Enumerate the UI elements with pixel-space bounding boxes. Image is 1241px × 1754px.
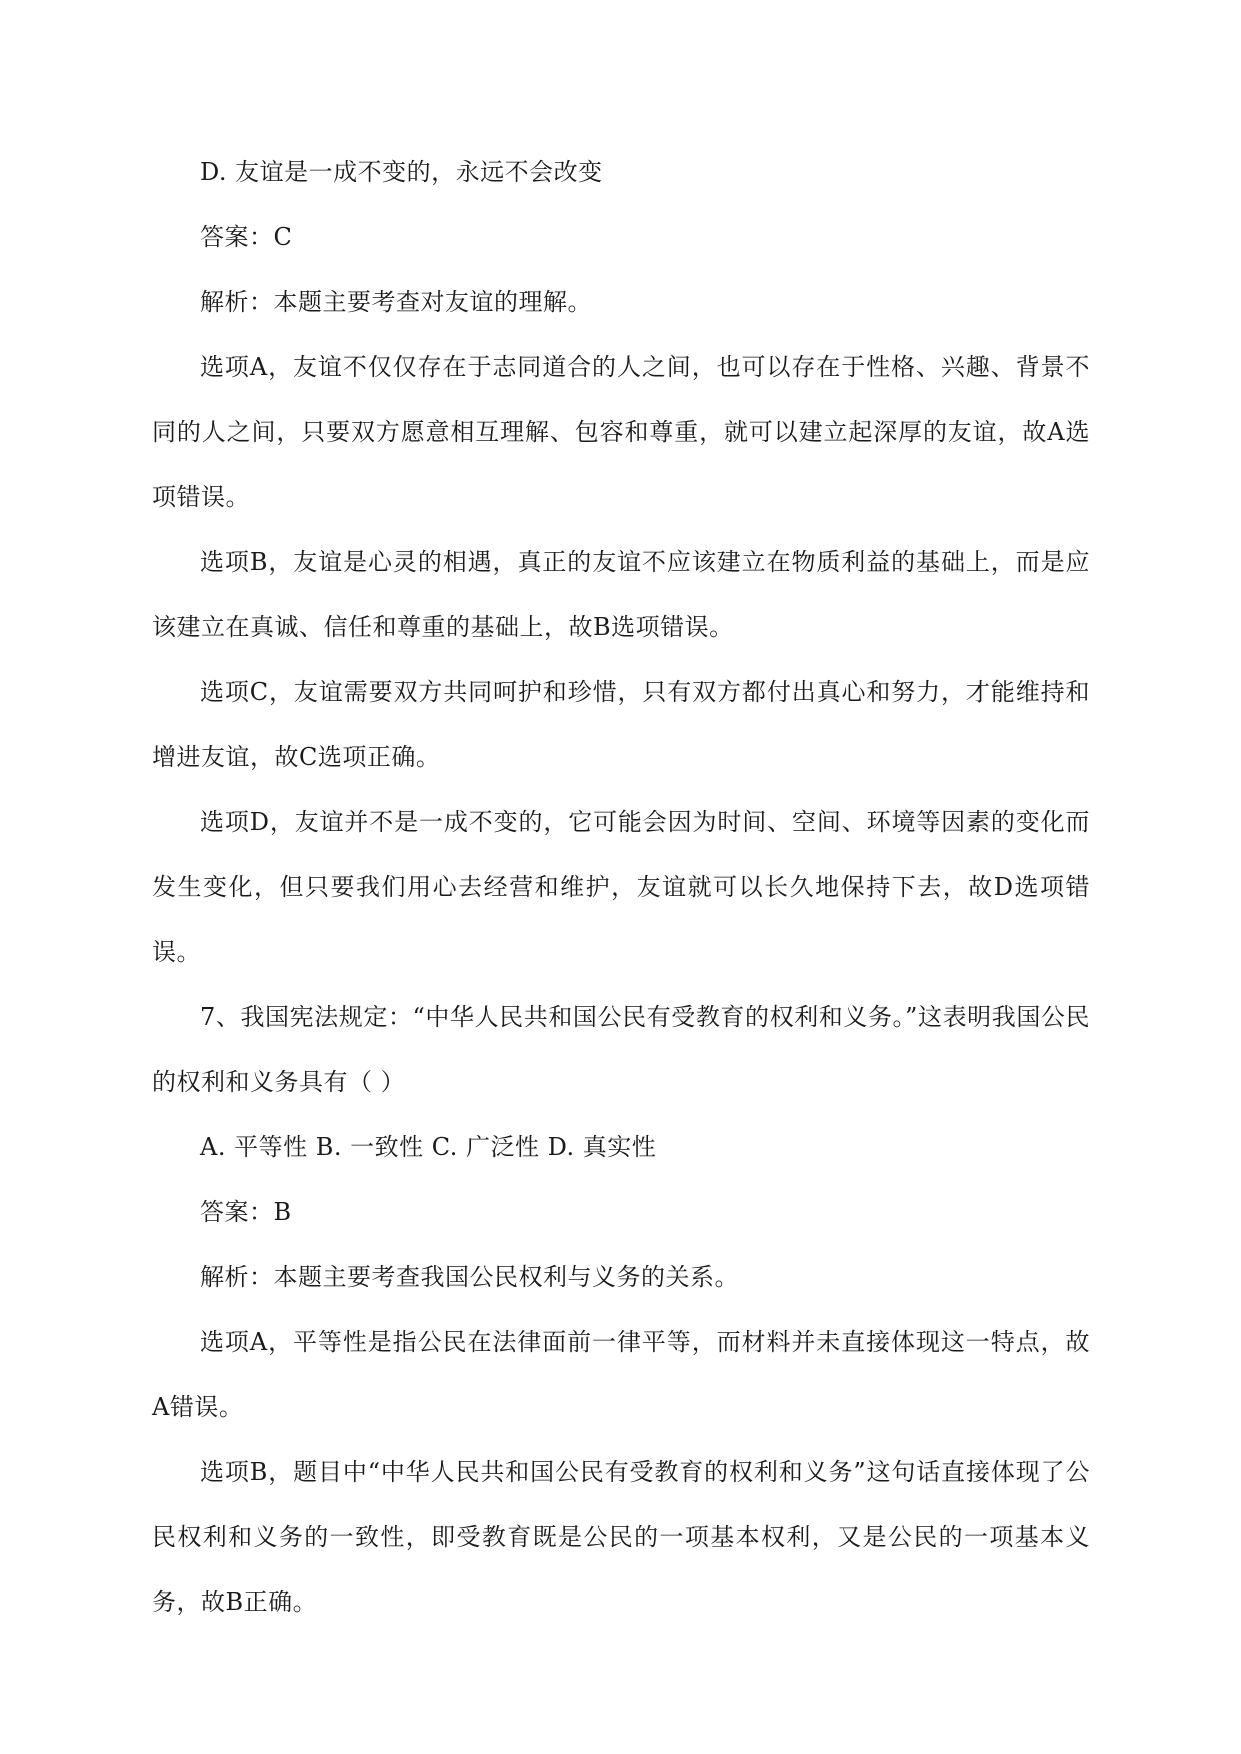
analysis-option-b: 选项B，友谊是心灵的相遇，真正的友谊不应该建立在物质利益的基础上，而是应该建立在真诚、信任和尊重的基础上，故B选项错误。 <box>152 548 1090 641</box>
answer-line: 答案：B <box>200 1198 292 1226</box>
option-d-text: D. 友谊是一成不变的，永远不会改变 <box>200 158 603 186</box>
analysis-option-a: 选项A，友谊不仅仅存在于志同道合的人之间，也可以存在于性格、兴趣、背景不同的人之间，只要双方愿意相互理解、包容和尊重，就可以建立起深厚的友谊，故A选项错误。 <box>152 353 1090 511</box>
question-7: 7、我国宪法规定：“中华人民共和国公民有受教育的权利和义务。”这表明我国公民的权利和义务具有（ ） <box>152 1003 1090 1096</box>
analysis-option-d: 选项D，友谊并不是一成不变的，它可能会因为时间、空间、环境等因素的变化而发生变化，但只要我们用心去经营和维护，友谊就可以长久地保持下去，故D选项错误。 <box>152 808 1090 966</box>
document-page <box>152 140 1090 1635</box>
analysis-option-a: 选项A，平等性是指公民在法律面前一律平等，而材料并未直接体现这一特点，故A错误。 <box>152 1328 1090 1421</box>
analysis-intro: 解析：本题主要考查对友谊的理解。 <box>200 288 592 316</box>
analysis-option-c: 选项C，友谊需要双方共同呵护和珍惜，只有双方都付出真心和努力，才能维持和增进友谊，故C选项正确。 <box>152 678 1090 771</box>
answer-line: 答案：C <box>200 223 293 251</box>
analysis-option-b: 选项B，题目中“中华人民共和国公民有受教育的权利和义务”这句话直接体现了公民权利和义务的一致性，即受教育既是公民的一项基本权利，又是公民的一项基本义务，故B正确。 <box>152 1458 1090 1616</box>
question-7-options: A. 平等性 B. 一致性 C. 广泛性 D. 真实性 <box>200 1133 657 1161</box>
analysis-intro: 解析：本题主要考查我国公民权利与义务的关系。 <box>200 1263 739 1291</box>
